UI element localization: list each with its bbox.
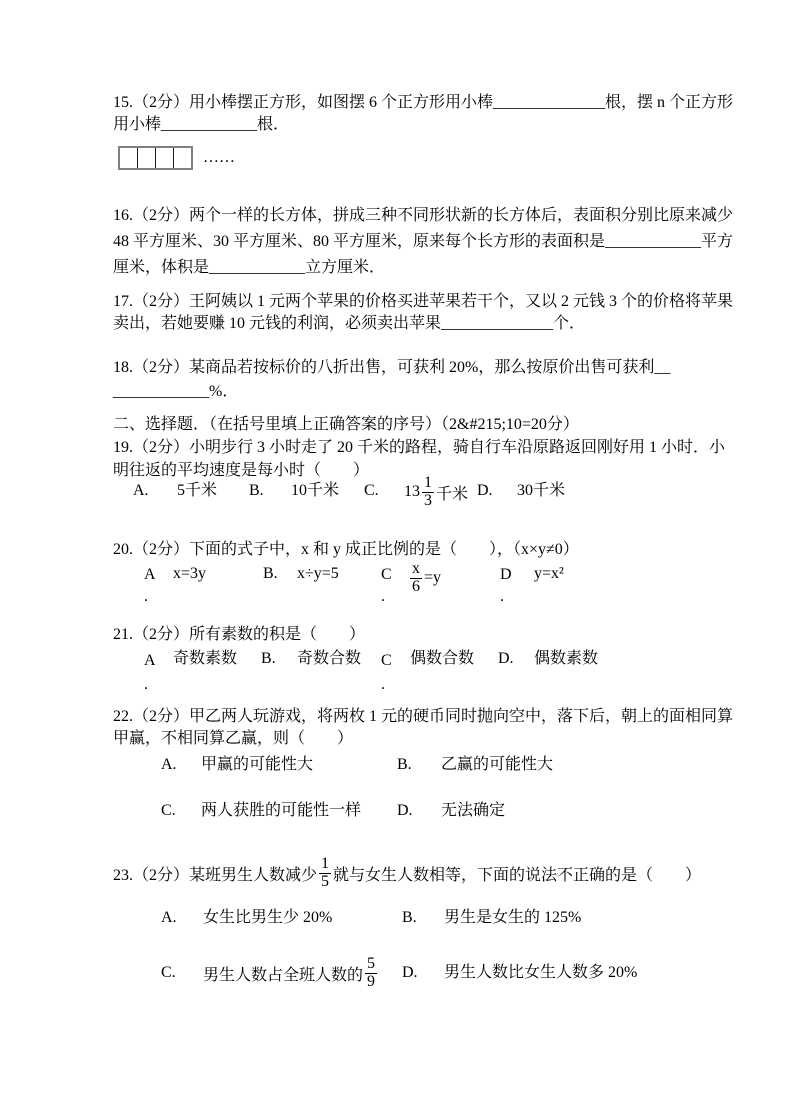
- q22-option-c-label: C.: [161, 802, 176, 819]
- option-letter: A: [144, 652, 156, 669]
- q19-option-a-label: A.: [133, 482, 149, 499]
- q21-line1: 21.（2分）所有素数的积是（ ）: [113, 626, 366, 643]
- square-cell: [156, 148, 174, 168]
- fraction-numerator: 1: [321, 854, 330, 872]
- ellipsis-dots: ……: [203, 149, 235, 166]
- q22-option-d-label: D.: [397, 802, 413, 819]
- q19-option-d-label: D.: [477, 482, 493, 499]
- q22-option-a-text: 甲赢的可能性大: [201, 756, 314, 773]
- square-cell: [120, 148, 138, 168]
- q19-option-a-text: 5千米: [177, 482, 218, 499]
- q17-line1: 17.（2分）王阿姨以 1 元两个苹果的价格买进苹果若干个，又以 2 元钱 3 个的价格将苹果: [113, 293, 734, 310]
- q21-option-d-text: 偶数素数: [534, 650, 599, 667]
- q23-option-d-label: D.: [402, 964, 418, 981]
- q22-option-c-text: 两人获胜的可能性一样: [201, 802, 362, 819]
- q23-option-c-text: [203, 950, 379, 996]
- q19-line1: 19.（2分）小明步行 3 小时走了 20 千米的路程，骑自行车沿原路返回刚好用 1 小时．小: [113, 439, 726, 456]
- q15-line1: 15.（2分）用小棒摆正方形，如图摆 6 个正方形用小棒______________根，摆 n 个正方形: [113, 94, 734, 111]
- q23-option-d-text: 男生人数比女生人数多 20%: [444, 964, 638, 981]
- q23-option-c-pre: 男生人数占全班人数的: [203, 966, 364, 984]
- q23-stem: [113, 853, 701, 893]
- fraction-numerator: 1: [424, 473, 432, 491]
- q18-line1: 18.（2分）某商品若按标价的八折出售，可获利 20%，那么按原价出售可获利__: [113, 359, 671, 376]
- q22-option-b-label: B.: [397, 756, 412, 773]
- fraction-1-5: [319, 856, 331, 891]
- q23-stem-post: 就与女生人数相等，下面的说法不正确的是（ ）: [333, 866, 702, 884]
- q20-option-d-label: [500, 564, 512, 608]
- fraction-1-3: [422, 475, 434, 510]
- q16-line2: 48 平方厘米、30 平方厘米、80 平方厘米，原来每个长方形的表面积是____________平方: [113, 233, 734, 250]
- q23-stem-pre: 23.（2分）某班男生人数减少: [113, 866, 318, 884]
- q19-line2: 明往返的平均速度是每小时（ ）: [113, 462, 370, 479]
- q20-option-b-label: B.: [263, 565, 278, 582]
- q23-option-c-label: C.: [161, 964, 176, 981]
- q20-option-d-text: y=x²: [534, 565, 564, 582]
- option-letter-dot: .: [381, 588, 385, 605]
- option-letter: C: [381, 566, 392, 583]
- q23-option-a-text: 女生比男生少 20%: [203, 909, 333, 926]
- q22-option-d-text: 无法确定: [441, 802, 506, 819]
- square-cell: [138, 148, 156, 168]
- q20-option-c-post: =y: [424, 569, 442, 586]
- q21-option-d-label: D.: [498, 650, 514, 667]
- q22-line2: 甲赢，不相同算乙赢，则（ ）: [113, 730, 354, 747]
- fraction-numerator: 5: [367, 954, 376, 972]
- q19-option-b-text: 10千米: [291, 482, 340, 499]
- q23-option-b-label: B.: [402, 909, 417, 926]
- q19-option-d-text: 30千米: [517, 482, 566, 499]
- q19-option-c-label: C.: [364, 482, 379, 499]
- section-2-heading: 二、选择题．（在括号里填上正确答案的序号）（2&#215;10=20分）: [113, 416, 579, 433]
- option-letter-dot: .: [500, 588, 504, 605]
- q15-line2: 用小棒____________根．: [113, 116, 290, 133]
- q16-line1: 16.（2分）两个一样的长方体，拼成三种不同形状新的长方体后，表面积分别比原来减少: [113, 207, 734, 224]
- option-letter-dot: .: [144, 588, 148, 605]
- q20-option-a-text: x=3y: [173, 565, 207, 582]
- q17-line2: 卖出，若她要赚 10 元钱的利润，必须卖出苹果______________个．: [113, 315, 586, 332]
- square-cell: [174, 148, 191, 168]
- q23-option-b-text: 男生是女生的 125%: [444, 909, 582, 926]
- q21-option-b-label: B.: [261, 650, 276, 667]
- fraction-denominator: 5: [321, 872, 330, 890]
- q21-option-b-text: 奇数合数: [297, 650, 362, 667]
- q19-option-c-text: [404, 472, 468, 512]
- fraction-x-6: [410, 561, 422, 596]
- fraction-denominator: 9: [367, 972, 376, 990]
- q22-line1: 22.（2分）甲乙两人玩游戏，将两枚 1 元的硬币同时抛向空中，落下后，朝上的面相同算: [113, 708, 734, 725]
- q21-option-c-text: 偶数合数: [410, 650, 475, 667]
- q20-line1: 20.（2分）下面的式子中，x 和 y 成正比例的是（ ），（x×y≠0）: [113, 541, 579, 558]
- q21-option-a-label: [144, 649, 156, 697]
- q22-option-a-label: A.: [161, 756, 177, 773]
- option-letter-dot: .: [144, 676, 148, 693]
- fraction-denominator: 6: [412, 577, 420, 595]
- squares-row: [118, 146, 193, 170]
- squares-figure: [118, 146, 193, 170]
- q19-option-c-post: 千米: [436, 485, 469, 503]
- q20-option-b-text: x÷y=5: [297, 565, 339, 582]
- q20-option-c-label: [381, 564, 392, 608]
- q21-option-c-label: [381, 649, 392, 697]
- q19-option-b-label: B.: [249, 482, 264, 499]
- fraction-denominator: 3: [424, 491, 432, 509]
- option-letter-dot: .: [381, 676, 385, 693]
- q16-line3: 厘米，体积是____________立方厘米．: [113, 259, 386, 276]
- option-letter: C: [381, 652, 392, 669]
- fraction-numerator: x: [412, 559, 420, 577]
- fraction-5-9: [365, 956, 377, 991]
- option-letter: A: [144, 566, 156, 583]
- q23-option-a-label: A.: [161, 909, 177, 926]
- q21-option-a-text: 奇数素数: [173, 650, 238, 667]
- q22-option-b-text: 乙赢的可能性大: [441, 756, 554, 773]
- option-letter: D: [500, 566, 512, 583]
- q20-option-c-text: [408, 556, 441, 600]
- q19-option-c-pre: 13: [404, 483, 420, 500]
- q18-line2: ____________%．: [113, 383, 239, 400]
- q20-option-a-label: [144, 564, 156, 608]
